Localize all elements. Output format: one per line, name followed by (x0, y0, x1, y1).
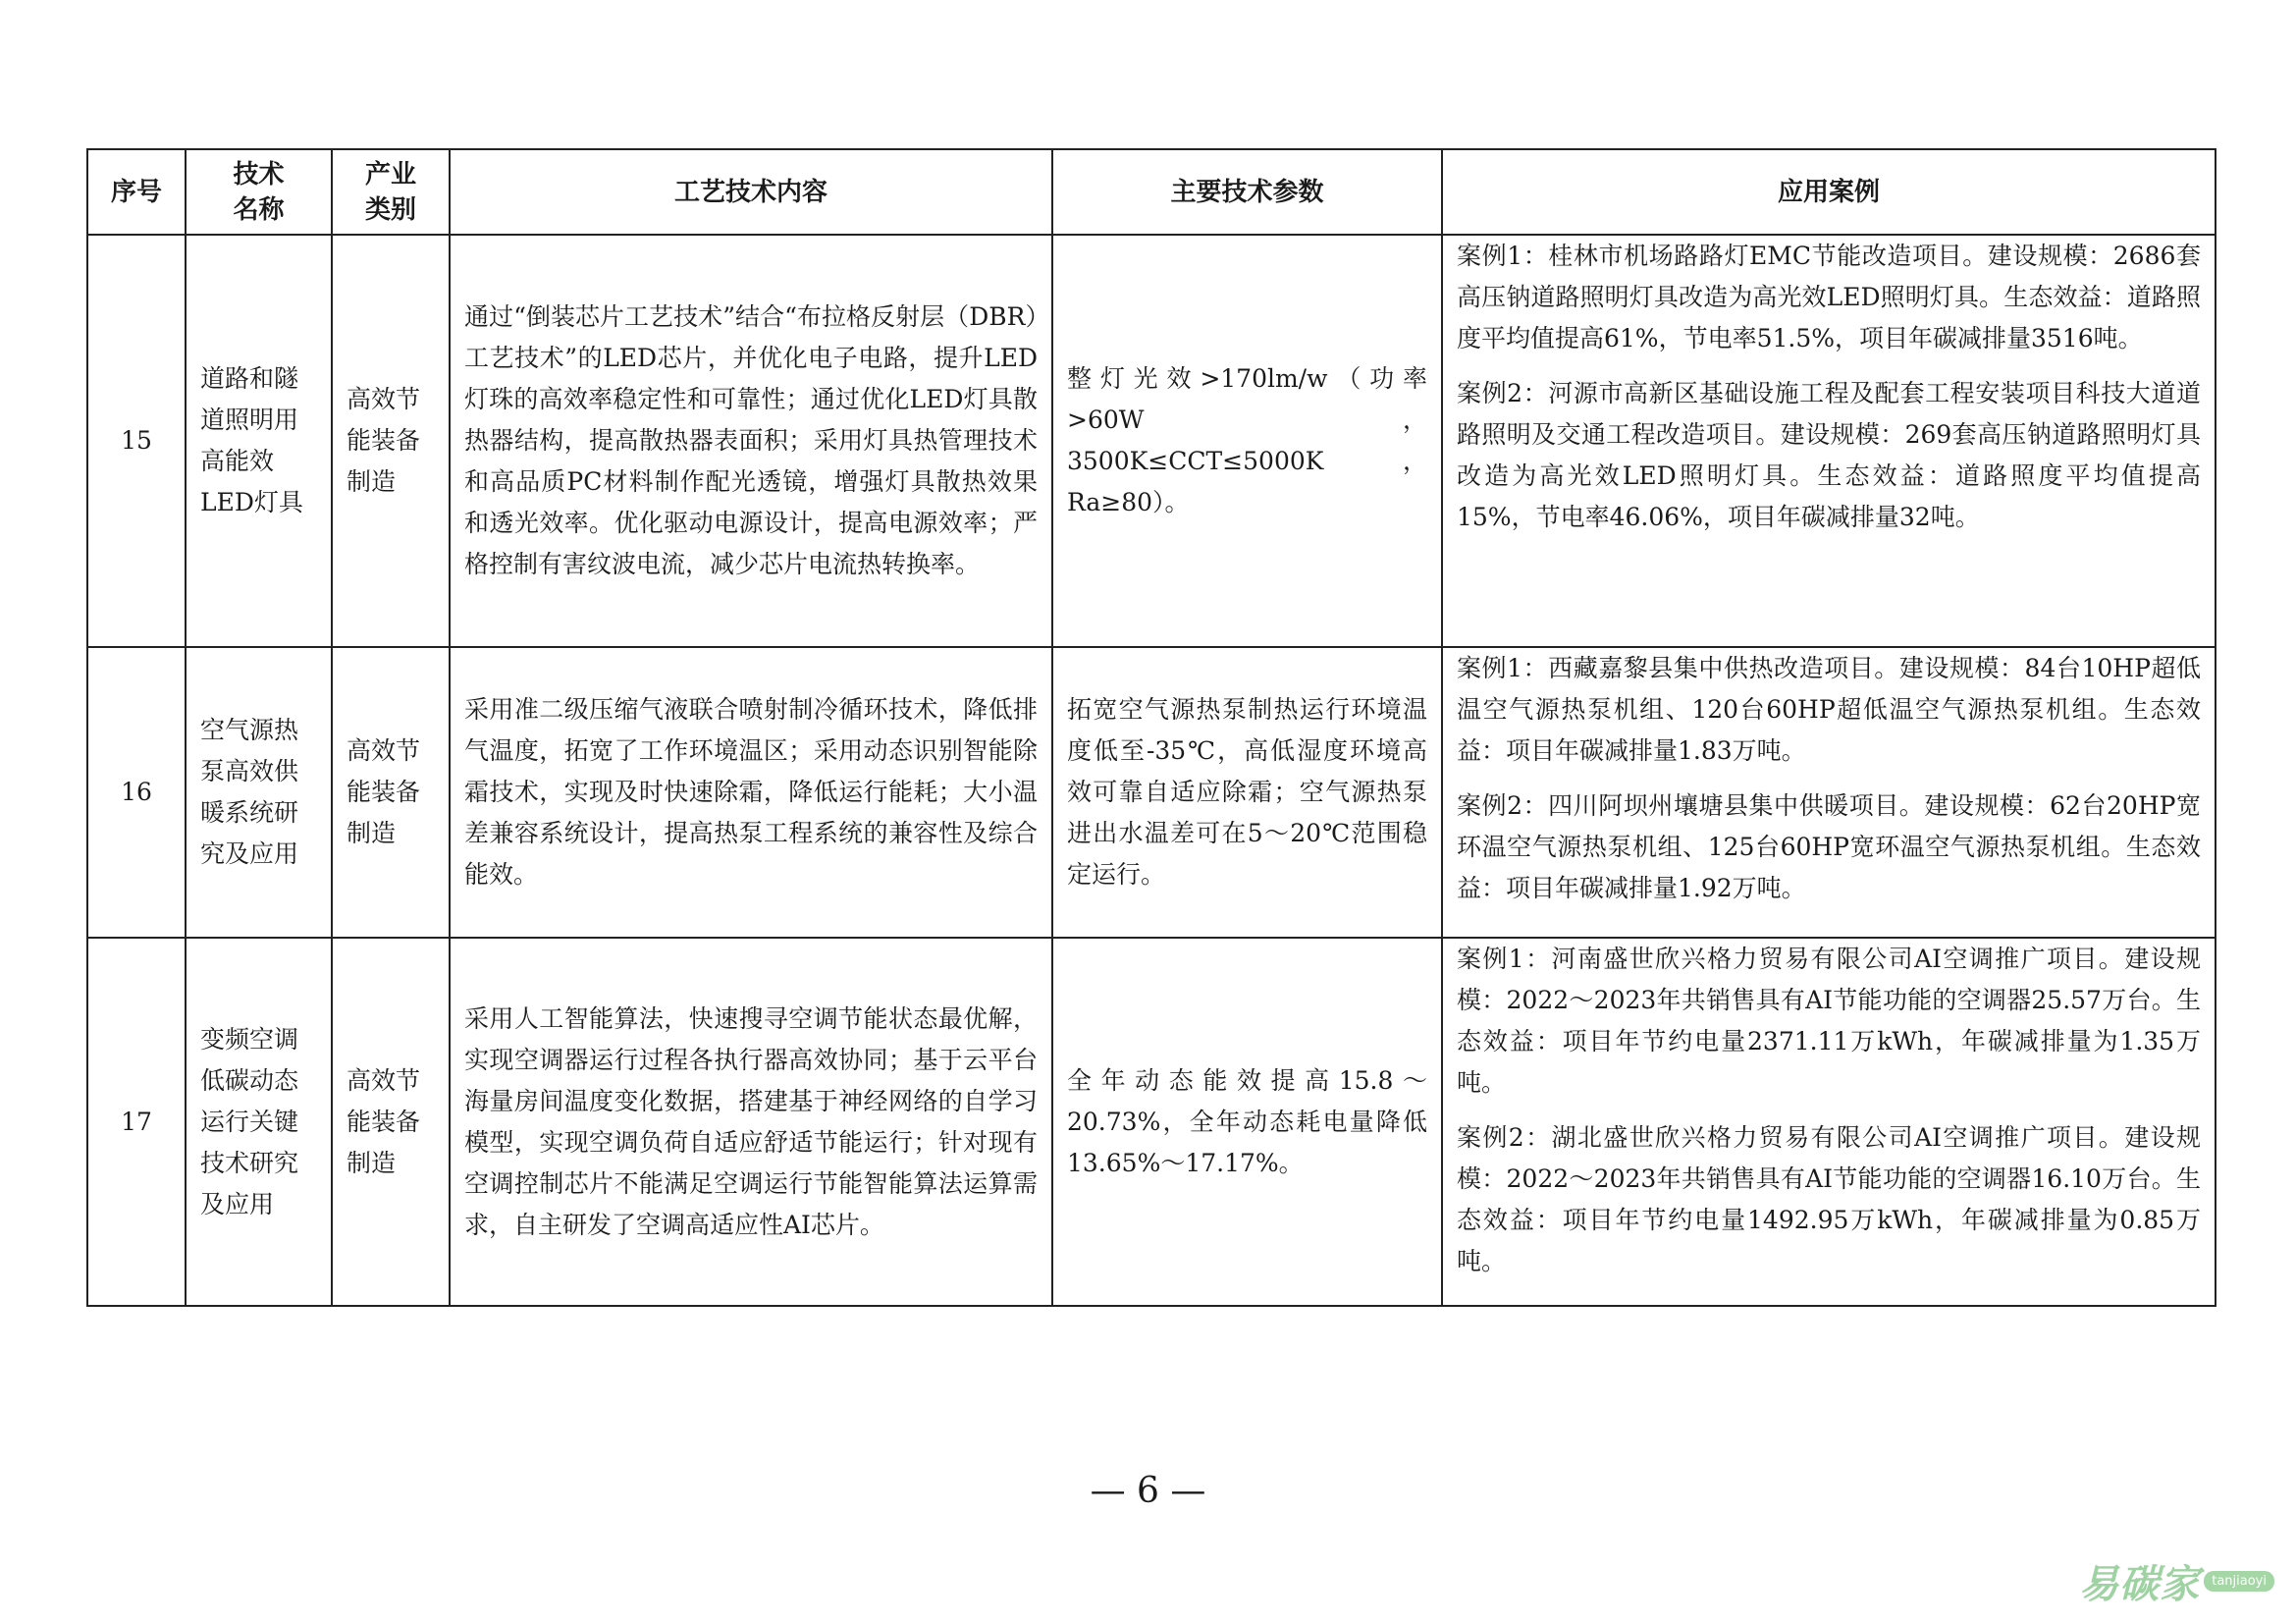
header-category: 产业 类别 (332, 149, 450, 235)
application-cases (1442, 938, 2216, 1306)
case-1: 案例1：河南盛世欣兴格力贸易有限公司AI空调推广项目。建设规模：2022～2023年共销售具有AI节能功能的空调器25.57万台。生态效益：项目年节约电量2371.11万kWh，年碳减排量为1.35万吨。 (1457, 945, 2201, 1097)
page-number: — 6 — (1090, 1471, 1206, 1511)
watermark-domain: tanjiaoyi (2204, 1571, 2274, 1592)
industry-category: 高效节能装备制造 (332, 938, 450, 1306)
header-params: 主要技术参数 (1052, 149, 1442, 235)
technology-table (86, 148, 2216, 1307)
technology-name: 道路和隧道照明用高能效LED灯具 (186, 235, 332, 647)
technical-params: 全年动态能效提高15.8～20.73%，全年动态耗电量降低13.65%～17.17%。 (1052, 938, 1442, 1306)
header-process: 工艺技术内容 (450, 149, 1052, 235)
header-name: 技术 名称 (186, 149, 332, 235)
watermark-logo (2079, 1553, 2274, 1609)
case-2: 案例2：四川阿坝州壤塘县集中供暖项目。建设规模：62台20HP宽环温空气源热泵机组、125台60HP宽环温空气源热泵机组。生态效益：项目年碳减排量1.92万吨。 (1457, 791, 2201, 902)
row-number: 17 (87, 938, 186, 1306)
table-row (87, 938, 2216, 1306)
header-cases: 应用案例 (1442, 149, 2216, 235)
row-number: 15 (87, 235, 186, 647)
table-row (87, 647, 2216, 938)
case-1: 案例1：桂林市机场路路灯EMC节能改造项目。建设规模：2686套高压钠道路照明灯具改造为高光效LED照明灯具。生态效益：道路照度平均值提高61%，节电率51.5%，项目年碳减排量3516吨。 (1457, 242, 2201, 352)
process-content: 采用准二级压缩气液联合喷射制冷循环技术，降低排气温度，拓宽了工作环境温区；采用动态识别智能除霜技术，实现及时快速除霜，降低运行能耗；大小温差兼容系统设计，提高热泵工程系统的兼容性及综合能效。 (450, 647, 1052, 938)
technology-name: 空气源热泵高效供暖系统研究及应用 (186, 647, 332, 938)
industry-category: 高效节能装备制造 (332, 235, 450, 647)
process-content: 采用人工智能算法，快速搜寻空调节能状态最优解，实现空调器运行过程各执行器高效协同；基于云平台海量房间温度变化数据，搭建基于神经网络的自学习模型，实现空调负荷自适应舒适节能运行；针对现有空调控制芯片不能满足空调运行节能智能算法运算需求，自主研发了空调高适应性AI芯片。 (450, 938, 1052, 1306)
technical-params: 拓宽空气源热泵制热运行环境温度低至-35℃，高低湿度环境高效可靠自适应除霜；空气源热泵进出水温差可在5～20℃范围稳定运行。 (1052, 647, 1442, 938)
header-row (87, 149, 2216, 235)
watermark-text: 易碳家 (2079, 1562, 2201, 1607)
technology-name: 变频空调低碳动态运行关键技术研究及应用 (186, 938, 332, 1306)
case-1: 案例1：西藏嘉黎县集中供热改造项目。建设规模：84台10HP超低温空气源热泵机组、120台60HP超低温空气源热泵机组。生态效益：项目年碳减排量1.83万吨。 (1457, 654, 2201, 765)
header-no: 序号 (87, 149, 186, 235)
table-row (87, 235, 2216, 647)
application-cases (1442, 235, 2216, 647)
row-number: 16 (87, 647, 186, 938)
case-2: 案例2：湖北盛世欣兴格力贸易有限公司AI空调推广项目。建设规模：2022～2023年共销售具有AI节能功能的空调器16.10万台。生态效益：项目年节约电量1492.95万kWh，年碳减排量为0.85万吨。 (1457, 1123, 2201, 1275)
technical-params: 整灯光效>170lm/w（功率>60W，3500K≤CCT≤5000K，Ra≥80）。 (1052, 235, 1442, 647)
case-2: 案例2：河源市高新区基础设施工程及配套工程安装项目科技大道道路照明及交通工程改造项目。建设规模：269套高压钠道路照明灯具改造为高光效LED照明灯具。生态效益：道路照度平均值提高15%，节电率46.06%，项目年碳减排量32吨。 (1457, 379, 2201, 531)
application-cases (1442, 647, 2216, 938)
process-content: 通过“倒装芯片工艺技术”结合“布拉格反射层（DBR）工艺技术”的LED芯片，并优化电子电路，提升LED灯珠的高效率稳定性和可靠性；通过优化LED灯具散热器结构，提高散热器表面积；采用灯具热管理技术和高品质PC材料制作配光透镜，增强灯具散热效果和透光效率。优化驱动电源设计，提高电源效率；严格控制有害纹波电流，减少芯片电流热转换率。 (450, 235, 1052, 647)
industry-category: 高效节能装备制造 (332, 647, 450, 938)
